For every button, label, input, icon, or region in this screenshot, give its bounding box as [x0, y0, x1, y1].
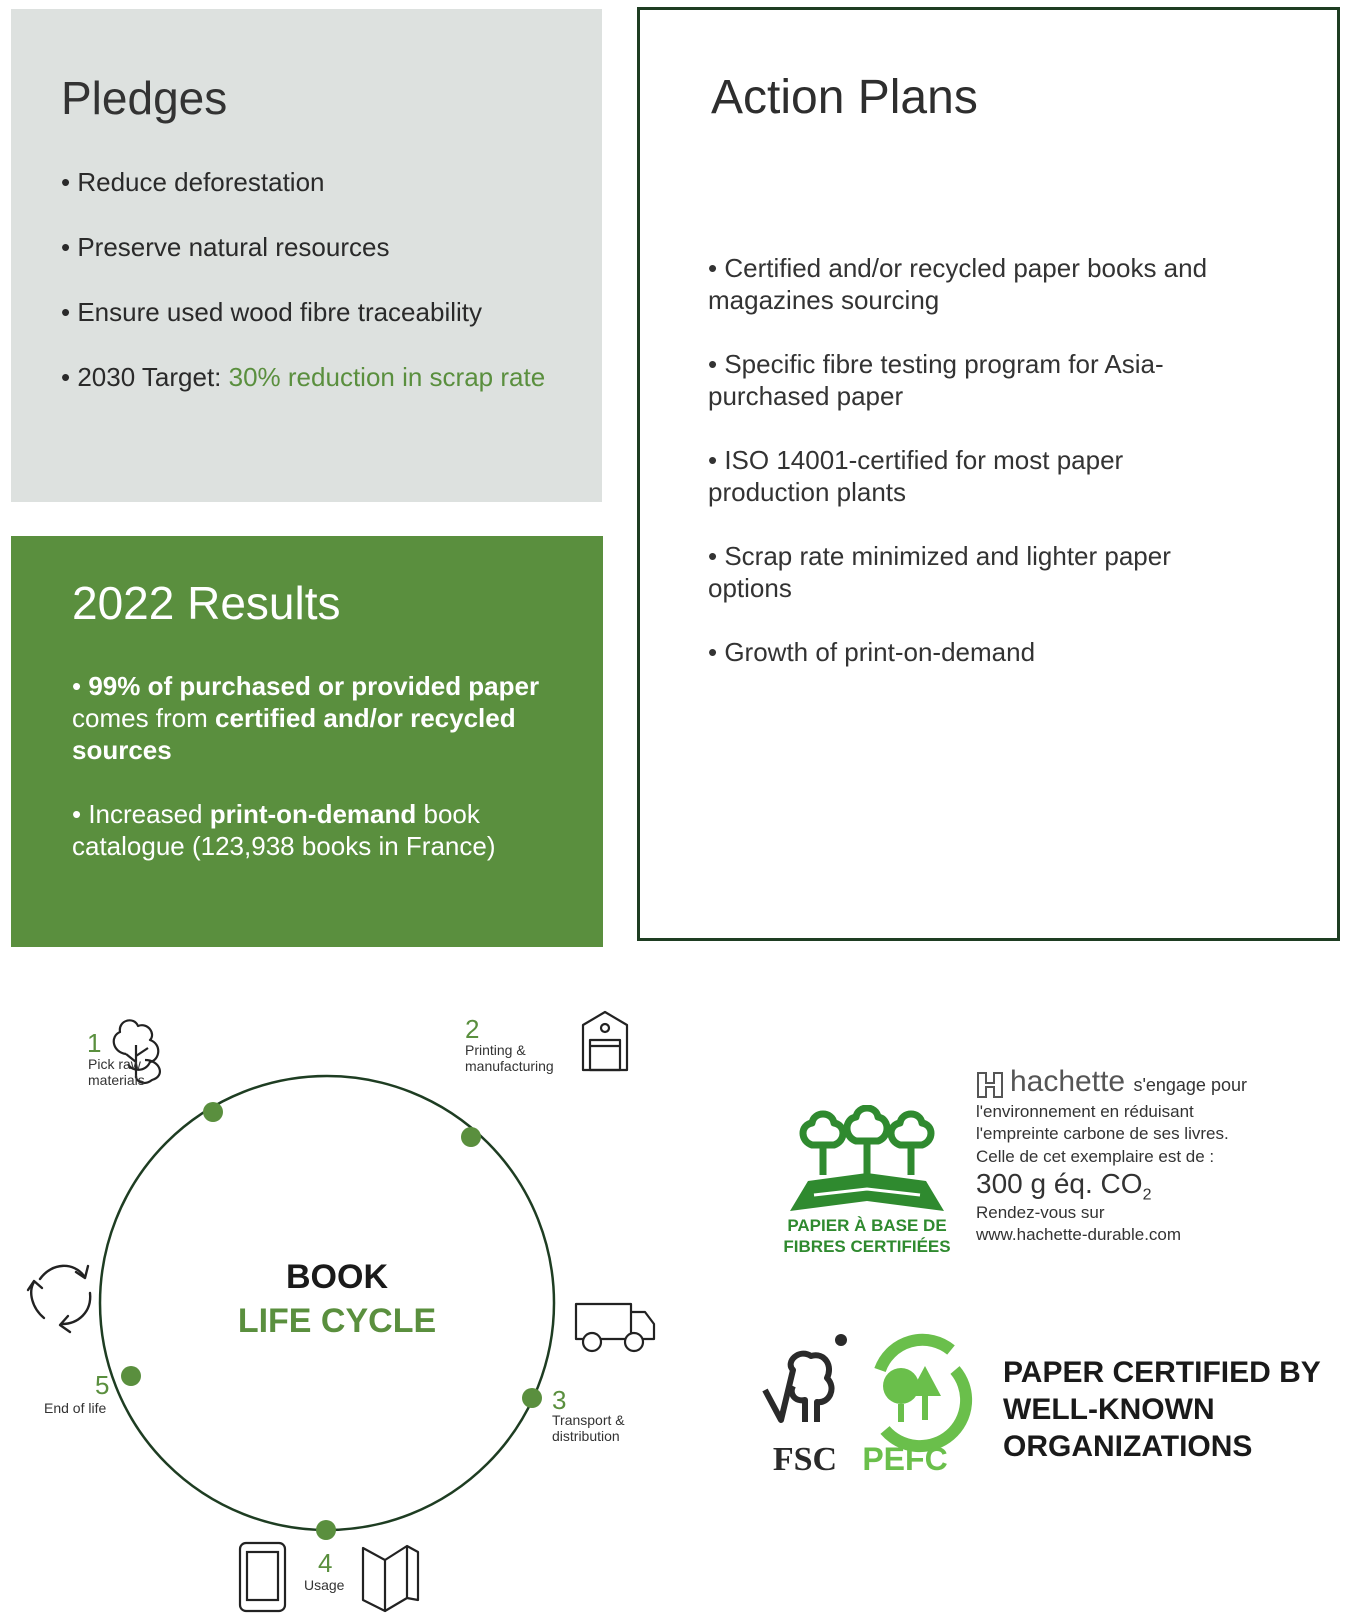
list-item: • Growth of print-on-demand — [708, 637, 1036, 667]
fsc-logo-icon — [765, 1334, 847, 1478]
book-life-cycle — [0, 1000, 700, 1615]
action-plans-title: Action Plans — [711, 71, 978, 124]
label-line4: Celle de cet exemplaire est de : — [976, 1147, 1215, 1166]
stage-dot-5 — [121, 1366, 141, 1386]
tablet-icon — [240, 1543, 285, 1611]
pledges-panel — [11, 9, 602, 502]
results-list — [72, 670, 577, 894]
certified-text: PAPER CERTIFIED BY WELL-KNOWN ORGANIZATIONS — [1003, 1356, 1321, 1463]
open-book-icon — [790, 1173, 944, 1211]
certified-block — [755, 1330, 1335, 1480]
label-line6: www.hachette-durable.com — [976, 1225, 1182, 1244]
list-item-target: • 2030 Target: 30% reduction in scrap rate — [61, 362, 546, 392]
stage-dot-3 — [522, 1388, 542, 1408]
action-plans-panel — [637, 7, 1340, 941]
stage-2-number: 2 — [465, 1014, 480, 1044]
pledges-title: Pledges — [61, 72, 228, 124]
list-item: • Scrap rate minimized and lighter paper options — [708, 541, 1171, 603]
results-title: 2022 Results — [72, 577, 341, 629]
list-item: • Ensure used wood fibre traceability — [61, 297, 482, 327]
badge-line2: FIBRES CERTIFIÉES — [783, 1237, 951, 1256]
stage-4-label: Usage — [304, 1577, 345, 1593]
stage-dot-1 — [203, 1102, 223, 1122]
recycle-icon — [28, 1266, 90, 1332]
stage-1-label: Pick raw materials — [88, 1056, 145, 1088]
label-line5: Rendez-vous sur — [976, 1203, 1105, 1222]
lifecycle-title-line2: LIFE CYCLE — [237, 1302, 437, 1340]
stage-4-number: 4 — [318, 1548, 333, 1578]
open-book-icon — [363, 1546, 418, 1611]
list-item: • Increased print-on-demand book catalogue (123,938 books in France) — [72, 799, 496, 861]
factory-icon — [583, 1012, 627, 1070]
list-item: • Preserve natural resources — [61, 232, 390, 262]
label-line3: l'empreinte carbone de ses livres. — [976, 1124, 1229, 1143]
pefc-logo-icon — [862, 1340, 966, 1477]
hachette-logo-icon — [976, 1071, 1006, 1099]
target-highlight: 30% reduction in scrap rate — [228, 362, 546, 392]
results-panel — [11, 536, 603, 947]
stage-5-label: End of life — [44, 1400, 107, 1416]
list-item: • Specific fibre testing program for Asia-purchased paper — [708, 349, 1164, 411]
co2-value: 300 g éq. $CO_2$ — [976, 1168, 1152, 1204]
stage-1-number: 1 — [87, 1028, 102, 1058]
pefc-text: PEFC — [862, 1441, 948, 1477]
stage-dot-4 — [316, 1520, 336, 1540]
stage-3-number: 3 — [552, 1385, 567, 1415]
truck-icon — [576, 1304, 654, 1351]
certification-logos — [755, 1330, 995, 1480]
badge-line1: PAPIER À BASE DE — [787, 1216, 947, 1235]
action-plans-list — [708, 252, 1248, 700]
stage-3-label: Transport & distribution — [552, 1412, 625, 1444]
trees-icon — [803, 1108, 931, 1177]
stage-5-number: 5 — [95, 1370, 110, 1400]
stage-dot-2 — [461, 1127, 481, 1147]
list-item: • 99% of purchased or provided paper comes from certified and/or recycled sources — [72, 671, 540, 765]
eco-label — [780, 1065, 1260, 1305]
hachette-brand: hachette s'engage pour — [1010, 1065, 1247, 1098]
pledges-list — [61, 167, 561, 427]
certified-fibres-badge — [780, 1105, 970, 1305]
fsc-text: FSC — [772, 1441, 838, 1478]
lifecycle-title-line1: BOOK — [286, 1258, 388, 1296]
list-item: • Reduce deforestation — [61, 167, 325, 197]
list-item: • ISO 14001-certified for most paper production plants — [708, 445, 1124, 507]
label-line2: l'environnement en réduisant — [976, 1102, 1194, 1121]
stage-2-label: Printing & manufacturing — [465, 1042, 554, 1074]
list-item: • Certified and/or recycled paper books and magazines sourcing — [708, 253, 1208, 315]
